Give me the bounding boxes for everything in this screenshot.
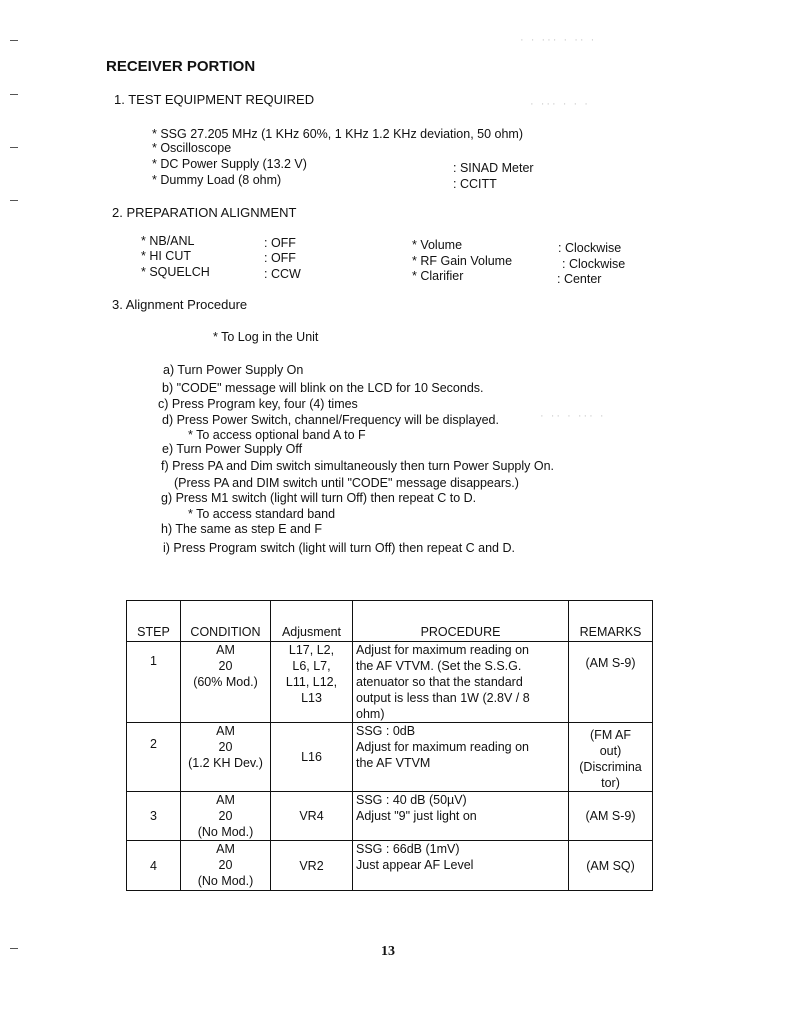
step-cell: 4 xyxy=(127,841,181,891)
setting-label: * Volume xyxy=(412,238,463,252)
procedure-note: (Press PA and DIM switch until "CODE" message disappears.) xyxy=(174,476,519,490)
margin-mark xyxy=(10,94,18,95)
procedure-step: b) "CODE" message will blink on the LCD for 10 Seconds. xyxy=(162,381,484,395)
adjustment-cell: VR4 xyxy=(271,792,353,841)
setting-value: : CCW xyxy=(264,267,301,281)
equipment-item-right: : SINAD Meter xyxy=(453,161,534,175)
setting-value: : Clockwise xyxy=(562,257,626,271)
procedure-step: i) Press Program switch (light will turn Off) then repeat C and D. xyxy=(163,541,515,555)
page-title: RECEIVER PORTION xyxy=(106,58,256,75)
procedure-cell: SSG : 40 dB (50µV) Adjust "9" just light on xyxy=(353,792,569,841)
equipment-item: * Oscilloscope xyxy=(152,141,232,155)
remarks-cell: (AM S-9) xyxy=(569,792,653,841)
remarks-cell: (AM SQ) xyxy=(569,841,653,891)
procedure-cell: SSG : 0dB Adjust for maximum reading on the AF VTVM xyxy=(353,723,569,792)
equipment-item: * DC Power Supply (13.2 V) xyxy=(152,157,307,171)
procedure-note: * To access standard band xyxy=(188,507,336,521)
section-2-heading: 2. PREPARATION ALIGNMENT xyxy=(112,205,297,220)
margin-mark xyxy=(10,948,18,949)
condition-cell: AM 20 (1.2 KH Dev.) xyxy=(181,723,271,792)
setting-label: * Clarifier xyxy=(412,269,464,283)
equipment-item-right: : CCITT xyxy=(453,177,497,191)
step-cell: 2 xyxy=(127,723,181,792)
equipment-item: * Dummy Load (8 ohm) xyxy=(152,173,282,187)
column-header-procedure: PROCEDURE xyxy=(353,601,569,642)
scan-noise: · ··· · · · xyxy=(530,98,590,110)
step-cell: 3 xyxy=(127,792,181,841)
step-cell: 1 xyxy=(127,642,181,723)
margin-mark xyxy=(10,147,18,148)
setting-label: * RF Gain Volume xyxy=(412,254,513,268)
equipment-item: * SSG 27.205 MHz (1 KHz 60%, 1 KHz 1.2 KHz deviation, 50 ohm) xyxy=(152,127,524,141)
margin-mark xyxy=(10,40,18,41)
log-in-title: * To Log in the Unit xyxy=(213,330,319,344)
condition-cell: AM 20 (No Mod.) xyxy=(181,792,271,841)
column-header-condition: CONDITION xyxy=(181,601,271,642)
setting-value: : OFF xyxy=(264,251,296,265)
procedure-step: f) Press PA and Dim switch simultaneously then turn Power Supply On. xyxy=(161,459,554,473)
condition-cell: AM 20 (No Mod.) xyxy=(181,841,271,891)
setting-label: * NB/ANL xyxy=(141,234,195,248)
remarks-cell: (FM AF out) (Discrimina tor) xyxy=(569,723,653,792)
procedure-step: c) Press Program key, four (4) times xyxy=(158,397,358,411)
adjustment-cell: VR2 xyxy=(271,841,353,891)
setting-label: * HI CUT xyxy=(141,249,191,263)
adjustment-cell: L17, L2, L6, L7, L11, L12, L13 xyxy=(271,642,353,723)
page-number: 13 xyxy=(381,944,395,959)
procedure-step: h) The same as step E and F xyxy=(161,522,322,536)
column-header-adjustment: Adjusment xyxy=(271,601,353,642)
setting-value: : OFF xyxy=(264,236,296,250)
setting-label: * SQUELCH xyxy=(141,265,210,279)
table-row xyxy=(127,642,653,723)
procedure-note: * To access optional band A to F xyxy=(188,428,366,442)
margin-mark xyxy=(10,200,18,201)
section-1-heading: 1. TEST EQUIPMENT REQUIRED xyxy=(114,92,315,107)
setting-value: : Center xyxy=(557,272,602,286)
condition-cell: AM 20 (60% Mod.) xyxy=(181,642,271,723)
scan-noise: · ·· · ··· · xyxy=(540,410,606,422)
procedure-step: d) Press Power Switch, channel/Frequency will be displayed. xyxy=(162,413,499,427)
scan-noise: · · ··· · ·· · xyxy=(520,34,597,46)
adjustment-cell: L16 xyxy=(271,723,353,792)
procedure-cell: Adjust for maximum reading on the AF VTVM. (Set the S.S.G. atenuator so that the standard output is less than 1W (2.8V / 8 ohm) xyxy=(353,642,569,723)
remarks-cell: (AM S-9) xyxy=(569,642,653,723)
setting-value: : Clockwise xyxy=(558,241,622,255)
procedure-step: e) Turn Power Supply Off xyxy=(162,442,303,456)
section-3-heading: 3. Alignment Procedure xyxy=(112,297,248,312)
procedure-step: g) Press M1 switch (light will turn Off) then repeat C to D. xyxy=(161,491,477,505)
procedure-cell: SSG : 66dB (1mV) Just appear AF Level xyxy=(353,841,569,891)
column-header-remarks: REMARKS xyxy=(569,601,653,642)
procedure-step: a) Turn Power Supply On xyxy=(163,363,304,377)
table-header-row xyxy=(127,601,653,642)
column-header-step: STEP xyxy=(127,601,181,642)
alignment-table xyxy=(126,600,653,891)
table-row xyxy=(127,841,653,891)
table-row xyxy=(127,792,653,841)
table-row xyxy=(127,723,653,792)
